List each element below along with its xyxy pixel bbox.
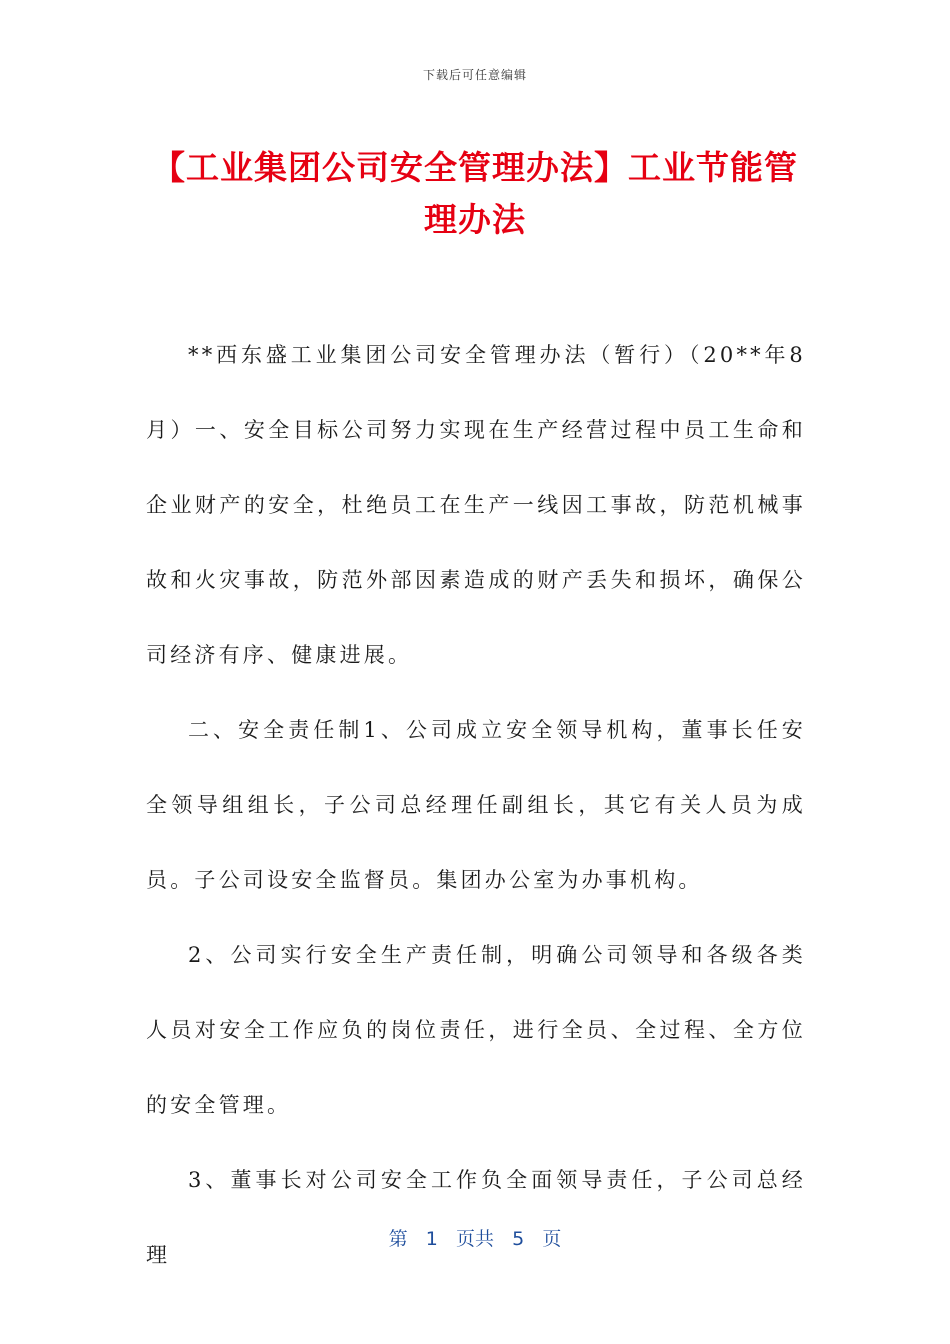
page-total: 5 bbox=[512, 1228, 525, 1250]
page-prefix: 第 bbox=[388, 1228, 408, 1250]
download-note: 下载后可任意编辑 bbox=[422, 68, 527, 82]
page-current: 1 bbox=[425, 1228, 438, 1250]
page-suffix: 页 bbox=[542, 1228, 562, 1250]
paragraph-1: **西东盛工业集团公司安全管理办法（暂行）（20**年8月）一、安全目标公司努力实现在生产经营过程中员工生命和企业财产的安全，杜绝员工在生产一线因工事故，防范机械事故和火灾事故，防范外部因素造成的财产丢失和损坏，确保公司经济有序、健康进展。 bbox=[146, 343, 806, 667]
page-middle: 页共 bbox=[455, 1228, 494, 1250]
paragraph-2: 二、安全责任制1、公司成立安全领导机构，董事长任安全领导组组长，子公司总经理任副组长，其它有关人员为成员。子公司设安全监督员。集团办公室为办事机构。 bbox=[146, 718, 806, 892]
paragraph-3: 2、公司实行安全生产责任制，明确公司领导和各级各类人员对安全工作应负的岗位责任，进行全员、全过程、全方位的安全管理。 bbox=[146, 943, 806, 1117]
page-footer bbox=[0, 1224, 950, 1251]
document-body bbox=[146, 318, 806, 1293]
document-title: 【工业集团公司安全管理办法】工业节能管理办法 bbox=[152, 148, 798, 239]
paragraph-4: 3、董事长对公司安全工作负全面领导责任，子公司总经理 bbox=[146, 1168, 806, 1267]
